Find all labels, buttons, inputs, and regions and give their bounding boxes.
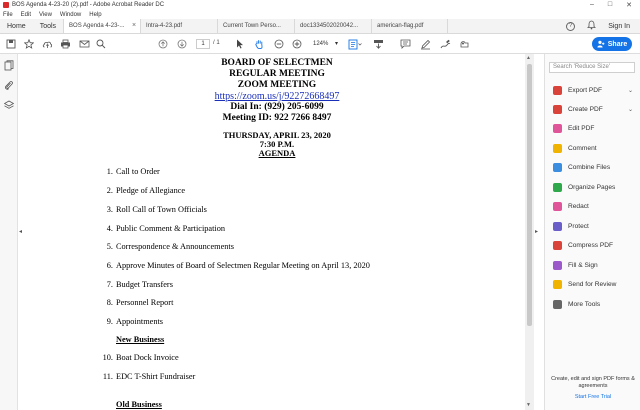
tool-label: Compress PDF bbox=[568, 241, 614, 249]
agenda-item-number: 2. bbox=[106, 186, 113, 195]
previous-page-icon[interactable] bbox=[158, 38, 168, 50]
agenda-item-number: 3. bbox=[106, 205, 113, 214]
scrolling-mode-icon[interactable] bbox=[373, 38, 384, 50]
highlight-pen-icon[interactable] bbox=[420, 38, 431, 50]
agenda-dial-in: Dial In: (929) 205-6099 bbox=[230, 102, 324, 112]
agenda-item-text: Correspondence & Announcements bbox=[116, 242, 234, 251]
tool-edit-pdf[interactable] bbox=[553, 122, 640, 134]
page-number-input[interactable]: 1 bbox=[196, 39, 210, 49]
minimize-button[interactable]: – bbox=[589, 1, 594, 8]
draw-freeform-icon[interactable] bbox=[440, 38, 451, 50]
select-pointer-icon[interactable] bbox=[236, 38, 244, 50]
doc-tab-label: doc1334502020042... bbox=[300, 23, 359, 29]
start-free-trial-link[interactable]: Start Free Trial bbox=[574, 394, 612, 400]
tool-protect[interactable] bbox=[553, 220, 640, 232]
main-toolbar bbox=[0, 34, 640, 54]
tool-label: Organize Pages bbox=[568, 183, 616, 191]
agenda-item-number: 1. bbox=[106, 167, 113, 176]
tool-label: Fill & Sign bbox=[568, 261, 598, 269]
comment-icon[interactable] bbox=[400, 38, 411, 50]
agenda-item-number: 11. bbox=[102, 372, 113, 381]
agenda-meeting-id: Meeting ID: 922 7266 8497 bbox=[222, 113, 332, 123]
notifications-bell-icon[interactable] bbox=[587, 20, 596, 32]
agenda-item-text: Boat Dock Invoice bbox=[116, 353, 179, 362]
agenda-item-number: 9. bbox=[106, 317, 113, 326]
window-title-bar bbox=[0, 0, 640, 10]
bookmark-star-icon[interactable] bbox=[24, 38, 34, 50]
share-button-label: Share bbox=[607, 40, 628, 48]
comment-tool-icon bbox=[553, 144, 562, 153]
agenda-item-text: Approve Minutes of Board of Selectmen Regular Meeting on April 13, 2020 bbox=[116, 261, 370, 270]
close-tab-icon[interactable]: × bbox=[131, 22, 137, 29]
page-display-icon[interactable] bbox=[348, 38, 362, 50]
document-viewport[interactable] bbox=[29, 54, 534, 410]
upload-cloud-icon[interactable] bbox=[42, 38, 53, 50]
pdf-page bbox=[29, 54, 525, 410]
agenda-item-text: Budget Transfers bbox=[116, 280, 173, 289]
sign-stamp-icon[interactable] bbox=[459, 38, 470, 50]
doc-tab[interactable] bbox=[140, 19, 217, 33]
create-pdf-icon bbox=[553, 105, 562, 114]
collapse-left-panel-icon[interactable]: ◂ bbox=[19, 229, 23, 235]
maximize-button[interactable]: □ bbox=[607, 1, 613, 8]
tool-fill-sign[interactable] bbox=[553, 259, 640, 271]
vertical-scrollbar[interactable] bbox=[525, 54, 534, 410]
combine-files-icon bbox=[553, 163, 562, 172]
tool-label: Protect bbox=[568, 222, 589, 230]
agenda-time: 7:30 P.M. bbox=[259, 139, 295, 149]
doc-tab-label: Intra-4-23.pdf bbox=[146, 23, 183, 29]
zoom-out-icon[interactable] bbox=[274, 38, 284, 50]
menu-window[interactable]: Window bbox=[59, 11, 82, 18]
tool-label: More Tools bbox=[568, 300, 601, 308]
tool-compress-pdf[interactable] bbox=[553, 239, 640, 251]
left-navigation-rail bbox=[0, 54, 18, 410]
menu-bar bbox=[0, 10, 640, 19]
agenda-date: THURSDAY, APRIL 23, 2020 bbox=[223, 130, 331, 140]
scrollbar-thumb[interactable] bbox=[527, 64, 532, 326]
zoom-level-value: 124% bbox=[313, 41, 329, 47]
tool-label: Edit PDF bbox=[568, 124, 595, 132]
layers-icon[interactable] bbox=[4, 100, 14, 110]
agenda-item-number: 4. bbox=[106, 224, 113, 233]
share-person-icon bbox=[597, 40, 605, 48]
doc-tab[interactable] bbox=[63, 19, 140, 33]
tool-export-pdf[interactable] bbox=[553, 84, 640, 96]
save-icon[interactable] bbox=[6, 38, 16, 50]
doc-tab-label: american-flag.pdf bbox=[377, 23, 424, 29]
redact-icon bbox=[553, 202, 562, 211]
compress-pdf-icon bbox=[553, 241, 562, 250]
agenda-item-number: 7. bbox=[106, 280, 113, 289]
zoom-level-select[interactable] bbox=[313, 39, 339, 49]
window-title: BOS Agenda 4-23-20 (2).pdf - Adobe Acrobat Reader DC bbox=[12, 2, 165, 8]
agenda-item-text: Roll Call of Town Officials bbox=[116, 205, 207, 214]
page-total: / 1 bbox=[213, 40, 220, 46]
section-new-business: New Business bbox=[116, 335, 165, 344]
find-search-icon[interactable] bbox=[96, 38, 106, 50]
tools-pane bbox=[544, 54, 640, 410]
promo-text: Create, edit and sign PDF forms & agreements bbox=[551, 376, 635, 389]
tool-more-tools[interactable] bbox=[553, 298, 640, 310]
tool-create-pdf[interactable] bbox=[553, 103, 640, 115]
zoom-in-icon[interactable] bbox=[292, 38, 302, 50]
menu-edit[interactable]: Edit bbox=[20, 11, 32, 18]
section-old-business: Old Business bbox=[116, 400, 162, 409]
tool-label: Send for Review bbox=[568, 280, 617, 288]
menu-help[interactable]: Help bbox=[89, 11, 102, 18]
menu-file[interactable]: File bbox=[3, 11, 13, 18]
agenda-item-text: Pledge of Allegiance bbox=[116, 186, 186, 195]
tab-bar bbox=[0, 19, 640, 34]
tool-label: Comment bbox=[568, 144, 597, 152]
scroll-up-arrow-icon[interactable]: ▲ bbox=[526, 55, 531, 61]
agenda-item-number: 10. bbox=[102, 353, 113, 362]
edit-pdf-icon bbox=[553, 124, 562, 133]
agenda-item-text: Appointments bbox=[116, 317, 164, 326]
doc-tab-label: Current Town Perso... bbox=[223, 23, 281, 29]
tool-send-for-review[interactable] bbox=[553, 278, 640, 290]
doc-tab[interactable] bbox=[217, 19, 294, 33]
agenda-meeting-format: ZOOM MEETING bbox=[237, 80, 317, 90]
tool-comment[interactable] bbox=[553, 142, 640, 154]
agenda-item-text: Public Comment & Participation bbox=[116, 224, 226, 233]
agenda-heading: AGENDA bbox=[258, 148, 296, 158]
agenda-item-text: Personnel Report bbox=[116, 298, 174, 307]
scroll-down-arrow-icon[interactable]: ▼ bbox=[526, 402, 531, 408]
collapse-right-panel-icon[interactable]: ▸ bbox=[535, 229, 539, 235]
zoom-meeting-link[interactable]: https://zoom.us/j/92272668497 bbox=[214, 91, 340, 102]
protect-shield-icon bbox=[553, 222, 562, 231]
agenda-meeting-type: REGULAR MEETING bbox=[229, 69, 325, 79]
page-thumbnails-icon[interactable] bbox=[4, 60, 14, 70]
export-pdf-icon bbox=[553, 86, 562, 95]
agenda-item-number: 5. bbox=[106, 242, 113, 251]
agenda-board-title: BOARD OF SELECTMEN bbox=[221, 58, 333, 68]
share-button[interactable] bbox=[592, 37, 632, 51]
menu-view[interactable]: View bbox=[39, 11, 52, 18]
agenda-item-number: 8. bbox=[106, 298, 113, 307]
chevron-down-icon[interactable]: ⌄ bbox=[627, 87, 633, 94]
sign-in-link[interactable]: Sign In bbox=[608, 22, 630, 30]
chevron-down-icon[interactable]: ⌄ bbox=[627, 106, 633, 113]
doc-tab[interactable] bbox=[371, 19, 448, 33]
email-icon[interactable] bbox=[79, 38, 90, 50]
send-for-review-icon bbox=[553, 280, 562, 289]
close-window-button[interactable]: ✕ bbox=[626, 2, 632, 9]
next-page-icon[interactable] bbox=[177, 38, 187, 50]
tool-redact[interactable] bbox=[553, 200, 640, 212]
print-icon[interactable] bbox=[60, 38, 71, 50]
fill-sign-pen-icon bbox=[553, 261, 562, 270]
more-tools-icon bbox=[553, 300, 562, 309]
tool-label: Create PDF bbox=[568, 105, 603, 113]
hand-tool-icon[interactable] bbox=[254, 38, 265, 50]
acrobat-app-icon bbox=[3, 2, 9, 8]
doc-tab[interactable] bbox=[294, 19, 371, 33]
tool-label: Redact bbox=[568, 202, 589, 210]
agenda-item-text: Call to Order bbox=[116, 167, 160, 176]
agenda-item-number: 6. bbox=[106, 261, 113, 270]
doc-tab-label: BOS Agenda 4-23-... bbox=[69, 23, 125, 29]
tools-search-input[interactable]: Search 'Reduce Size' bbox=[549, 62, 635, 73]
attachments-paperclip-icon[interactable] bbox=[4, 80, 14, 90]
tool-organize-pages[interactable] bbox=[553, 181, 640, 193]
tool-combine-files[interactable] bbox=[553, 161, 640, 173]
tab-tools[interactable]: Tools bbox=[39, 22, 57, 30]
help-icon[interactable]: ? bbox=[566, 22, 575, 31]
tool-label: Export PDF bbox=[568, 86, 603, 94]
organize-pages-icon bbox=[553, 183, 562, 192]
zoom-dropdown-icon: ▾ bbox=[335, 41, 339, 47]
agenda-item-text: EDC T-Shirt Fundraiser bbox=[116, 372, 196, 381]
tab-home[interactable]: Home bbox=[7, 22, 26, 30]
tool-label: Combine Files bbox=[568, 163, 611, 171]
